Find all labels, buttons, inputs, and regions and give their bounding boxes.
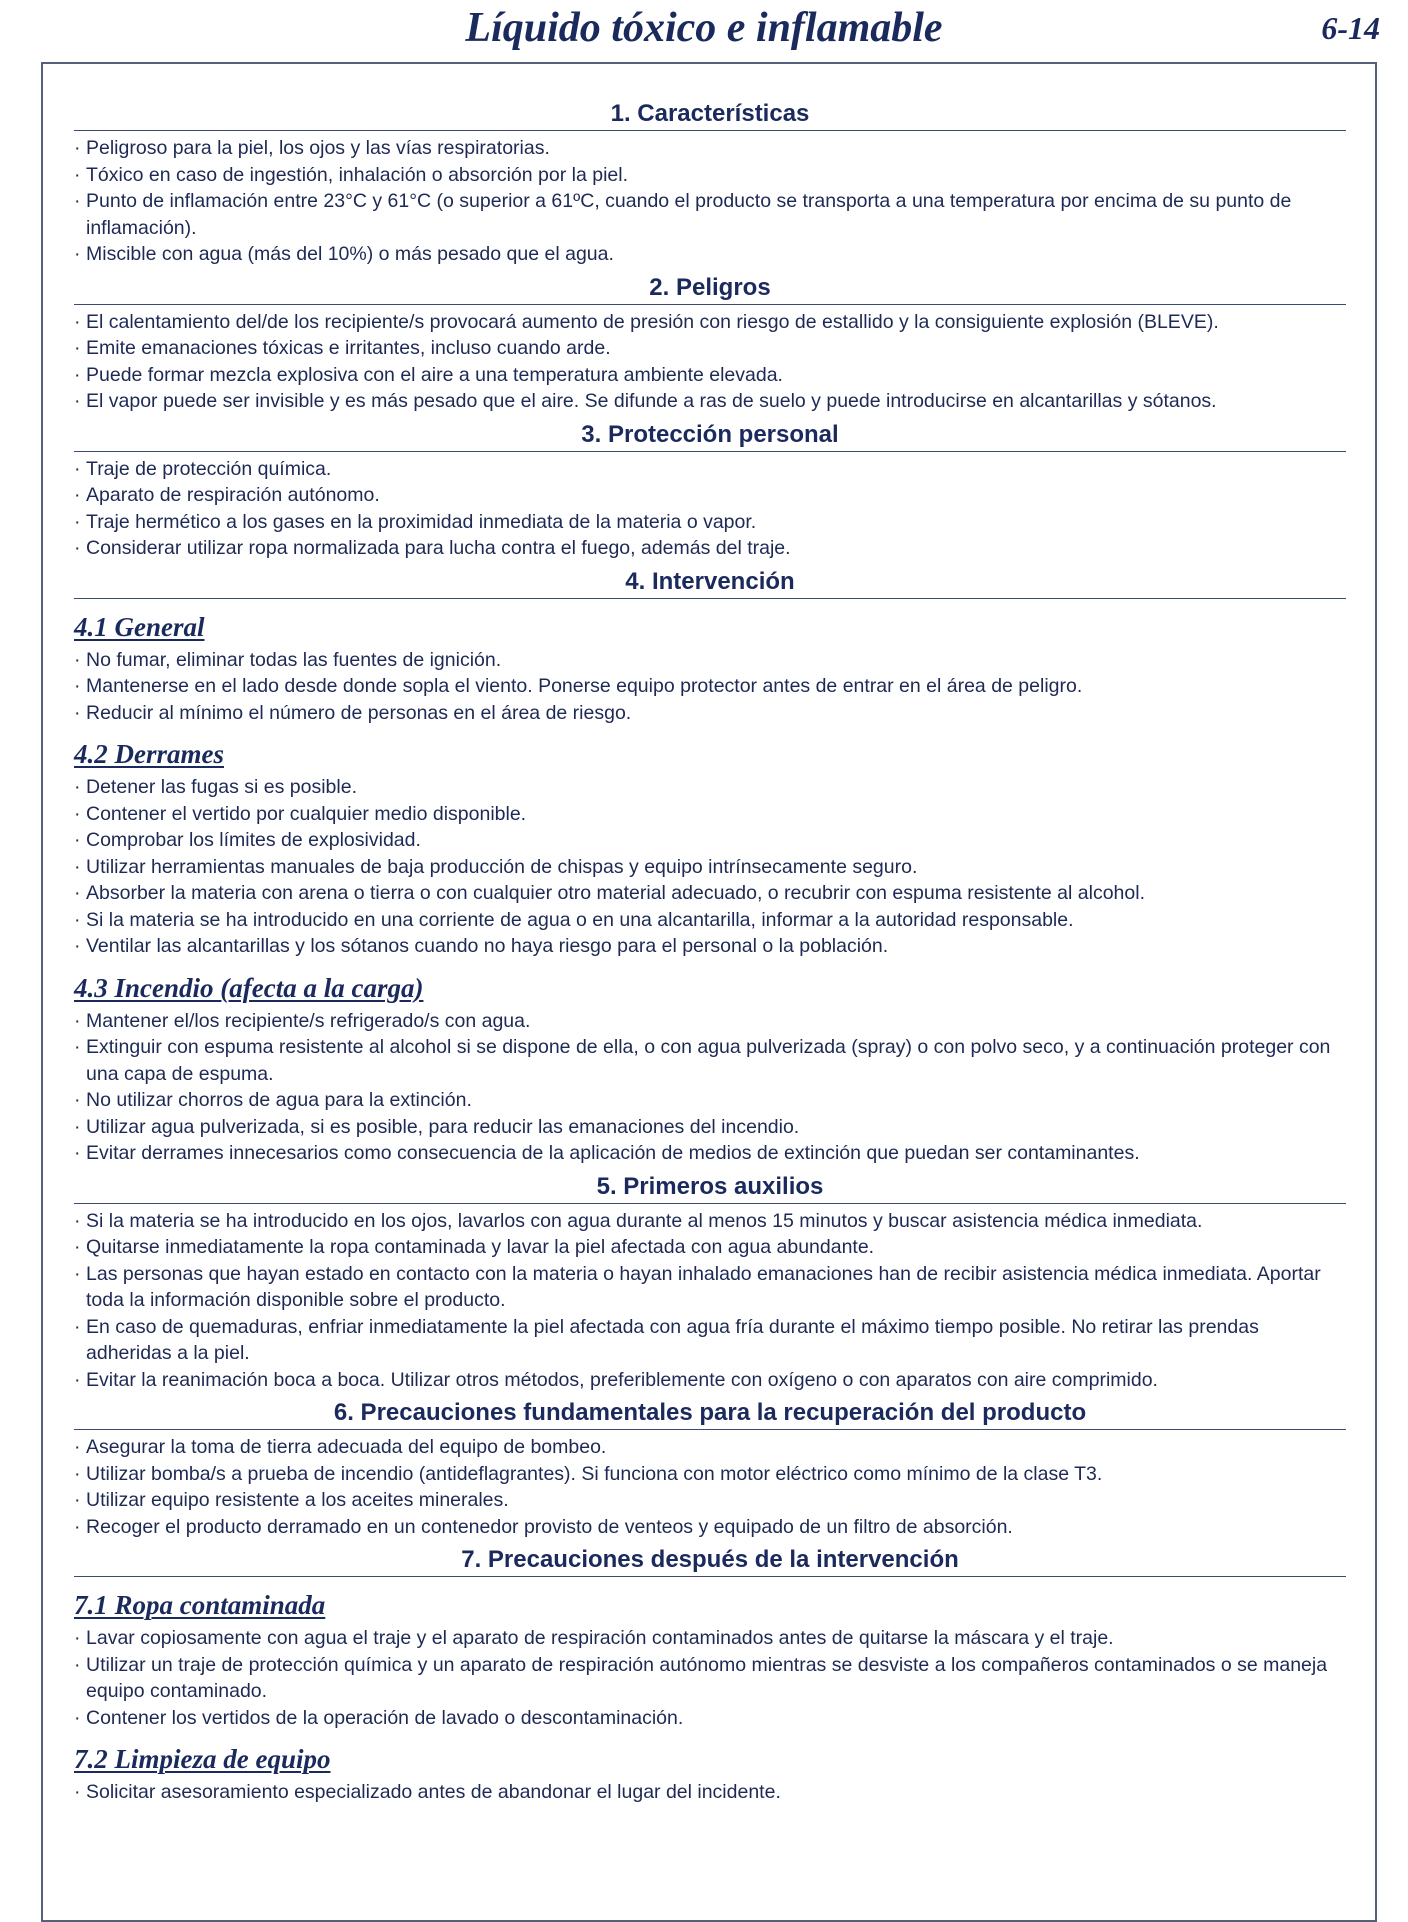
list-item: · Si la materia se ha introducido en los ojos, lavarlos con agua durante al menos 15 minutos y buscar asistencia médica inmediata. xyxy=(74,1208,1346,1235)
list-item: · Traje de protección química. xyxy=(74,456,1346,483)
list-item: · Si la materia se ha introducido en una corriente de agua o en una alcantarilla, informar a la autoridad responsable. xyxy=(74,907,1346,934)
list-item: · Puede formar mezcla explosiva con el aire a una temperatura ambiente elevada. xyxy=(74,362,1346,389)
subsection-item-list xyxy=(74,1779,1346,1806)
list-item: · Peligroso para la piel, los ojos y las vías respiratorias. xyxy=(74,135,1346,162)
list-item: · Utilizar equipo resistente a los aceites minerales. xyxy=(74,1487,1346,1514)
list-item: · El calentamiento del/de los recipiente/s provocará aumento de presión con riesgo de estallido y la consiguiente explosión (BLEVE). xyxy=(74,309,1346,336)
section-title: 7. Precauciones después de la intervención xyxy=(74,1546,1346,1577)
item-list xyxy=(74,456,1346,562)
list-item: · Utilizar bomba/s a prueba de incendio (antideflagrantes). Si funciona con motor eléctrico como mínimo de la clase T3. xyxy=(74,1461,1346,1488)
list-item: · Comprobar los límites de explosividad. xyxy=(74,827,1346,854)
list-item: · Recoger el producto derramado en un contenedor provisto de venteos y equipado de un filtro de absorción. xyxy=(74,1514,1346,1541)
section-title: 5. Primeros auxilios xyxy=(74,1173,1346,1204)
subsection-title: 4.3 Incendio (afecta a la carga) xyxy=(74,972,424,1003)
list-item: · Utilizar agua pulverizada, si es posible, para reducir las emanaciones del incendio. xyxy=(74,1114,1346,1141)
subsection-title: 4.2 Derrames xyxy=(74,739,224,769)
section-title: 3. Protección personal xyxy=(74,421,1346,452)
item-list xyxy=(74,309,1346,415)
list-item: · Miscible con agua (más del 10%) o más pesado que el agua. xyxy=(74,241,1346,268)
section-7 xyxy=(74,1546,1346,1806)
list-item: · Evitar derrames innecesarios como consecuencia de la aplicación de medios de extinción que puedan ser contaminantes. xyxy=(74,1140,1346,1167)
subsection-item-list xyxy=(74,1008,1346,1167)
section-4 xyxy=(74,568,1346,1167)
section-1 xyxy=(74,100,1346,268)
list-item: · Mantenerse en el lado desde donde sopla el viento. Ponerse equipo protector antes de entrar en el área de peligro. xyxy=(74,673,1346,700)
document-body xyxy=(74,96,1346,1812)
section-title: 1. Características xyxy=(74,100,1346,131)
subsection-item-list xyxy=(74,1625,1346,1731)
section-title: 6. Precauciones fundamentales para la recuperación del producto xyxy=(74,1399,1346,1430)
list-item: · Evitar la reanimación boca a boca. Utilizar otros métodos, preferiblemente con oxígeno o con aparatos con aire comprimido. xyxy=(74,1367,1346,1394)
page-header xyxy=(0,0,1408,56)
list-item: · Emite emanaciones tóxicas e irritantes, incluso cuando arde. xyxy=(74,335,1346,362)
list-item: · En caso de quemaduras, enfriar inmediatamente la piel afectada con agua fría durante el máximo tiempo posible. No retirar las prendas adheridas a la piel. xyxy=(74,1314,1346,1367)
section-title: 2. Peligros xyxy=(74,274,1346,305)
list-item: · Extinguir con espuma resistente al alcohol si se dispone de ella, o con agua pulverizada (spray) o con polvo seco, y a continuación proteger con una capa de espuma. xyxy=(74,1034,1346,1087)
list-item: · Las personas que hayan estado en contacto con la materia o hayan inhalado emanaciones han de recibir asistencia médica inmediata. Aportar toda la información disponible sobre el producto. xyxy=(74,1261,1346,1314)
subsection-title: 7.1 Ropa contaminada xyxy=(74,1590,326,1620)
list-item: · Considerar utilizar ropa normalizada para lucha contra el fuego, además del traje. xyxy=(74,535,1346,562)
section-title: 4. Intervención xyxy=(74,568,1346,599)
list-item: · Ventilar las alcantarillas y los sótanos cuando no haya riesgo para el personal o la población. xyxy=(74,933,1346,960)
section-5 xyxy=(74,1173,1346,1394)
list-item: · Mantener el/los recipiente/s refrigerado/s con agua. xyxy=(74,1008,1346,1035)
list-item: · Lavar copiosamente con agua el traje y el aparato de respiración contaminados antes de quitarse la máscara y el traje. xyxy=(74,1625,1346,1652)
list-item: · Asegurar la toma de tierra adecuada del equipo de bombeo. xyxy=(74,1434,1346,1461)
list-item: · Tóxico en caso de ingestión, inhalación o absorción por la piel. xyxy=(74,162,1346,189)
list-item: · Solicitar asesoramiento especializado antes de abandonar el lugar del incidente. xyxy=(74,1779,1346,1806)
list-item: · No utilizar chorros de agua para la extinción. xyxy=(74,1087,1346,1114)
subsection-title: 4.1 General xyxy=(74,611,205,642)
subsection-item-list xyxy=(74,774,1346,960)
list-item: · No fumar, eliminar todas las fuentes de ignición. xyxy=(74,647,1346,674)
item-list xyxy=(74,135,1346,268)
list-item: · Quitarse inmediatamente la ropa contaminada y lavar la piel afectada con agua abundante. xyxy=(74,1234,1346,1261)
subsection-title: 7.2 Limpieza de equipo xyxy=(74,1744,331,1774)
list-item: · Aparato de respiración autónomo. xyxy=(74,482,1346,509)
item-list xyxy=(74,1434,1346,1540)
list-item: · Punto de inflamación entre 23°C y 61°C (o superior a 61ºC, cuando el producto se transporta a una temperatura por encima de su punto de inflamación). xyxy=(74,188,1346,241)
list-item: · Utilizar un traje de protección química y un aparato de respiración autónomo mientras se desviste a los compañeros contaminados o se maneja equipo contaminado. xyxy=(74,1652,1346,1705)
page-number: 6-14 xyxy=(1321,10,1380,46)
list-item: · El vapor puede ser invisible y es más pesado que el aire. Se difunde a ras de suelo y puede introducirse en alcantarillas y sótanos. xyxy=(74,388,1346,415)
item-list xyxy=(74,1208,1346,1394)
subsection-item-list xyxy=(74,647,1346,727)
list-item: · Detener las fugas si es posible. xyxy=(74,774,1346,801)
list-item: · Traje hermético a los gases en la proximidad inmediata de la materia o vapor. xyxy=(74,509,1346,536)
section-6 xyxy=(74,1399,1346,1540)
section-3 xyxy=(74,421,1346,562)
list-item: · Contener los vertidos de la operación de lavado o descontaminación. xyxy=(74,1705,1346,1732)
list-item: · Absorber la materia con arena o tierra o con cualquier otro material adecuado, o recubrir con espuma resistente al alcohol. xyxy=(74,880,1346,907)
section-2 xyxy=(74,274,1346,415)
list-item: · Reducir al mínimo el número de personas en el área de riesgo. xyxy=(74,700,1346,727)
list-item: · Contener el vertido por cualquier medio disponible. xyxy=(74,801,1346,828)
list-item: · Utilizar herramientas manuales de baja producción de chispas y equipo intrínsecamente seguro. xyxy=(74,854,1346,881)
page-title: Líquido tóxico e inflamable xyxy=(465,5,943,51)
